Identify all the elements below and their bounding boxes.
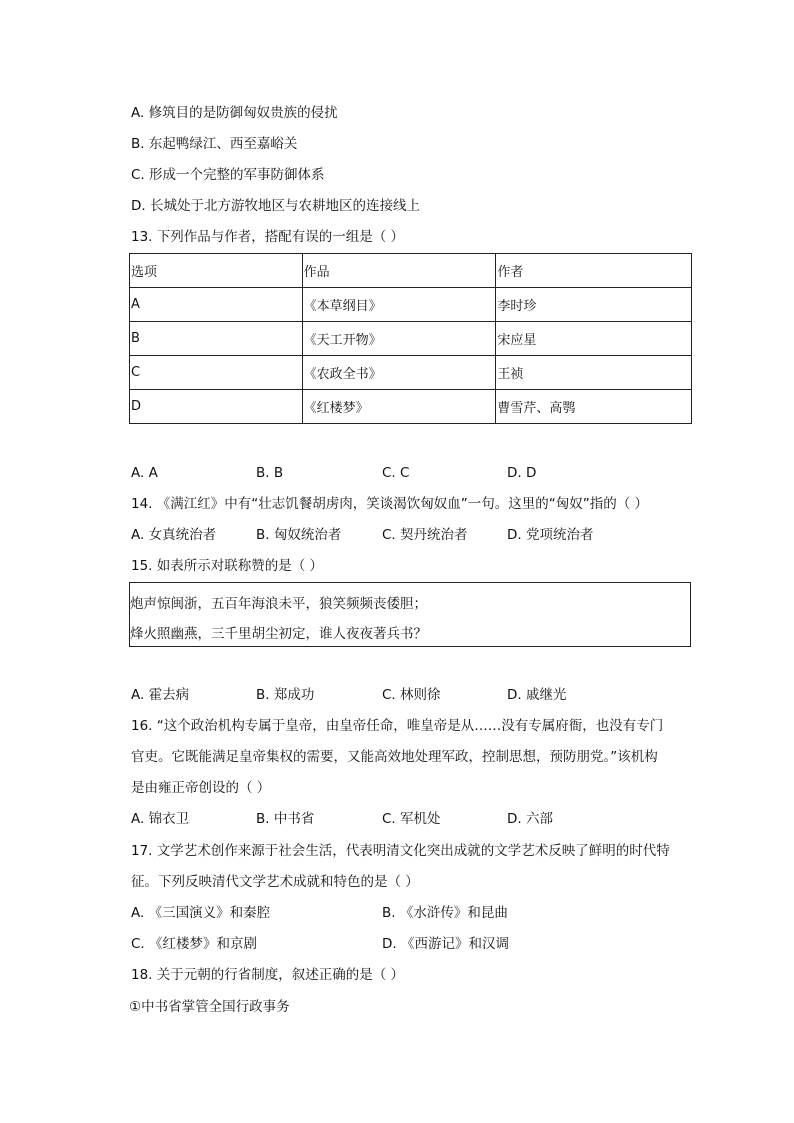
q13-option-c: C. C bbox=[382, 465, 410, 481]
table-row bbox=[130, 322, 692, 356]
q17-stem-line-2: 征。下列反映清代文学艺术成就和特色的是（ ） bbox=[131, 874, 419, 890]
q16-option-d: D. 六部 bbox=[507, 811, 553, 827]
table-cell: 王祯 bbox=[496, 356, 692, 390]
q17-option-b: B. 《水浒传》和昆曲 bbox=[382, 905, 508, 921]
table-cell: A bbox=[130, 288, 303, 322]
q15-option-b: B. 郑成功 bbox=[256, 687, 315, 703]
q15-stem: 15. 如表所示对联称赞的是（ ） bbox=[131, 558, 324, 574]
q17-stem-line-1: 17. 文学艺术创作来源于社会生活，代表明清文化突出成就的文学艺术反映了鲜明的时代特 bbox=[131, 843, 670, 859]
q16-stem-line-1: 16. “这个政治机构专属于皇帝，由皇帝任命，唯皇帝是从……没有专属府衙，也没有专门 bbox=[131, 718, 664, 734]
couplet-line-1: 炮声惊闽浙，五百年海浪未平，狼笑频频丧倭胆； bbox=[130, 596, 427, 612]
q17-option-a: A. 《三国演义》和秦腔 bbox=[131, 905, 271, 921]
q16-option-c: C. 军机处 bbox=[382, 811, 441, 827]
table-cell: 《天工开物》 bbox=[302, 322, 496, 356]
couplet-line-2: 烽火照幽燕，三千里胡尘初定，谁人夜夜著兵书？ bbox=[130, 626, 427, 642]
q13-option-d: D. D bbox=[507, 465, 537, 481]
q17-option-d: D. 《西游记》和汉调 bbox=[382, 936, 509, 952]
q15-option-c: C. 林则徐 bbox=[382, 687, 441, 703]
table-cell: D bbox=[130, 390, 303, 424]
q14-option-d: D. 党项统治者 bbox=[507, 527, 594, 543]
table-row bbox=[130, 390, 692, 424]
q14-option-c: C. 契丹统治者 bbox=[382, 527, 468, 543]
table-header-row bbox=[130, 254, 692, 288]
q16-option-a: A. 锦衣卫 bbox=[131, 811, 190, 827]
q14-option-a: A. 女真统治者 bbox=[131, 527, 217, 543]
q16-stem-line-2: 官吏。它既能满足皇帝集权的需要，又能高效地处理军政，控制思想，预防朋党。”该机构 bbox=[131, 749, 658, 765]
table-cell: C bbox=[130, 356, 303, 390]
table-cell: 《红楼梦》 bbox=[302, 390, 496, 424]
table-cell: 李时珍 bbox=[496, 288, 692, 322]
q13-stem: 13. 下列作品与作者，搭配有误的一组是（ ） bbox=[131, 229, 405, 245]
q16-option-b: B. 中书省 bbox=[256, 811, 315, 827]
table-cell: 曹雪芹、高鹗 bbox=[496, 390, 692, 424]
q12-option-a: A. 修筑目的是防御匈奴贵族的侵扰 bbox=[131, 105, 338, 121]
table-header-cell: 作者 bbox=[496, 254, 692, 288]
table-header-cell: 作品 bbox=[302, 254, 496, 288]
table-cell: B bbox=[130, 322, 303, 356]
q13-table bbox=[129, 253, 692, 424]
q12-option-b: B. 东起鸭绿江、西至嘉峪关 bbox=[131, 136, 298, 152]
q12-option-d: D. 长城处于北方游牧地区与农耕地区的连接线上 bbox=[131, 198, 420, 214]
table-cell: 《农政全书》 bbox=[302, 356, 496, 390]
q15-option-a: A. 霍去病 bbox=[131, 687, 190, 703]
q14-stem: 14. 《满江红》中有“壮志饥餐胡虏肉，笑谈渴饮匈奴血”一句。这里的“匈奴”指的（ ） bbox=[131, 496, 649, 512]
q13-option-a: A. A bbox=[131, 465, 158, 481]
q15-couplet-box bbox=[129, 582, 691, 647]
table-cell: 《本草纲目》 bbox=[302, 288, 496, 322]
q17-option-c: C. 《红楼梦》和京剧 bbox=[131, 936, 258, 952]
q13-option-b: B. B bbox=[256, 465, 284, 481]
table-cell: 宋应星 bbox=[496, 322, 692, 356]
q14-option-b: B. 匈奴统治者 bbox=[256, 527, 342, 543]
q16-stem-line-3: 是由雍正帝创设的（ ） bbox=[131, 780, 271, 796]
q18-stem: 18. 关于元朝的行省制度，叙述正确的是（ ） bbox=[131, 967, 405, 983]
table-header-cell: 选项 bbox=[130, 254, 303, 288]
q12-option-c: C. 形成一个完整的军事防御体系 bbox=[131, 167, 325, 183]
table-row bbox=[130, 356, 692, 390]
q18-item-1: ①中书省掌管全国行政事务 bbox=[129, 999, 290, 1015]
table-row bbox=[130, 288, 692, 322]
q15-option-d: D. 戚继光 bbox=[507, 687, 567, 703]
